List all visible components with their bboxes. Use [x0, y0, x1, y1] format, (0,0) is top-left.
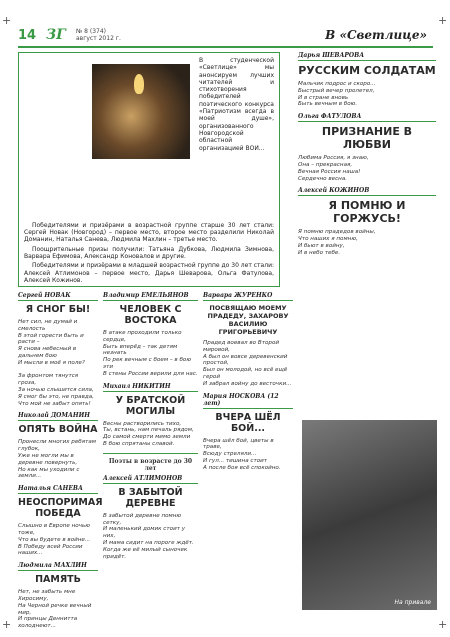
photo-caption: На привале	[394, 599, 431, 606]
poem-title: РУССКИМ СОЛДАТАМ	[298, 64, 436, 77]
crop-mark-top-right: +	[438, 14, 448, 27]
crop-mark-bottom-right: +	[438, 618, 448, 631]
poem-text: Вчера шёл бой, цветы в траве, Всюду стреляли... И гул... тишина стоит А после боя всё спокойно.	[203, 437, 281, 471]
poem-title: ПОСВЯЩАЮ МОЕМУ ПРАДЕДУ, ЗАХАРОВУ ВАСИЛИЮ ГРИГОРЬЕВИЧУ	[207, 304, 289, 336]
poem-title: ОПЯТЬ ВОЙНА	[18, 424, 98, 436]
poem-text: Прадед воевал во Второй мировой, А был он вовсе деревенский простой, Был он молодой, но всё ещё герой И забрал войну до весточки...	[203, 340, 292, 387]
poem-author: Михаил НИКИТИН	[103, 383, 198, 392]
candle-photo	[92, 64, 190, 159]
column-3	[203, 292, 293, 622]
poem-text: В атаке проходили только сердце, Быть вперёд – так детям незнать По рек вечным с боем – в бою эти В стены России верили для нас.	[103, 330, 198, 377]
poem-title: ПРИЗНАНИЕ В ЛЮБВИ	[321, 125, 413, 152]
poem-title: НЕОСПОРИМАЯ ПОБЕДА	[18, 497, 103, 520]
poem-title: ЧЕЛОВЕК С ВОСТОКА	[119, 304, 182, 326]
issue-date: август 2012 г.	[76, 35, 121, 42]
intro-paragraph: Победителями и призёрами в младшей возрастной группе до 30 лет стали: Алексей Атлимонов – первое место, Дарья Шеварова, Ольга Фатулова, Алексей Кожинов.	[24, 262, 274, 284]
poem-author: Владимир ЕМЕЛЬЯНОВ	[103, 292, 198, 301]
poem-title: ПАМЯТЬ	[35, 574, 81, 586]
poem-author: Алексей КОЖИНОВ	[298, 187, 436, 196]
poem-title: ВЧЕРА ШЁЛ БОЙ...	[215, 411, 281, 434]
poem-text: В забытой деревне помню сетку, И маленький домик стоит у них, И мама сидит на пороге ждёт. Когда же её милый сыночек придёт.	[103, 512, 194, 560]
poem-author: Дарья ШЕВАРОВА	[298, 52, 436, 61]
poem-text: Мальчик подрос и скоро... Быстрый вечер пролетел, И в стране вновь Быть вечным в бою.	[298, 81, 376, 108]
poem-author: Наталья САНЕВА	[18, 485, 98, 494]
crop-mark-top-left: +	[2, 14, 12, 27]
poem-title: В ЗАБЫТОЙ ДЕРЕВНЕ	[118, 486, 183, 509]
poem-text: Пронесли многих ребятам глубок, Уже не могли мы в деревне повернуть, Но как мы уходили с земли...	[18, 439, 97, 480]
poem-author: Алексей АТЛИМОНОВ	[103, 475, 198, 484]
divider	[103, 453, 198, 454]
crop-mark-bottom-left: +	[2, 618, 12, 631]
poem-text: Нет, не забыть мне Хиросиму, На Черной речке вечный мир, И принцы Деннитта холоднеют...	[18, 589, 92, 630]
page-number: 14	[18, 28, 37, 43]
candle-flame-icon	[134, 74, 144, 94]
intro-paragraph: В студенческой «Светлице» мы анонсируем лучших читателей и стихотворения победителей поэтического конкурса «Патриотизм всегда в моей душе», организованного Новгородской областной организацией ВОИ...	[199, 57, 274, 152]
issue-info	[76, 28, 121, 42]
poem-author: Варвара ЖУРЕНКО	[203, 292, 293, 301]
poem-text: Весны растворились тихо, Ты, встань, нам печаль рядом, До самой смерти мимо земли В бою спрятаны славой.	[103, 420, 194, 447]
poem-author: Ольга ФАТУЛОВА	[298, 113, 436, 122]
paper-name: ЗГ	[46, 27, 66, 43]
poem-text: Слышно в Европе ночью тоже, Что вы будете в войне... В Победу всей России наших...	[18, 523, 91, 557]
column-1	[18, 292, 103, 630]
section-title: В «Светлице»	[325, 28, 427, 42]
poem-title: У БРАТСКОЙ МОГИЛЫ	[115, 394, 186, 417]
poem-text: Любима Россия, я знаю, Она – прекрасная, Вечная Россия наша! Сердечно весна.	[298, 155, 369, 182]
poem-author: Сергей НОВАК	[18, 292, 98, 301]
age-group-heading: Поэты в возрасте до 30 лет	[108, 457, 193, 472]
intro-paragraph: Поощрительные призы получили: Татьяна Дубкова, Людмила Зимнова, Варвара Ефимова, Александр Коновалов и другие.	[24, 245, 274, 261]
issue-number: № 8 (374)	[76, 28, 107, 35]
poem-author: Людмила МАХЛИН	[18, 562, 98, 571]
poem-title: Я ПОМНЮ И ГОРЖУСЬ!	[328, 199, 406, 226]
column-2	[103, 292, 198, 622]
page-header	[18, 26, 433, 48]
poem-title: Я СНОГ БЫ!	[25, 304, 91, 315]
intro-paragraph: Победителями и призёрами в возрастной группе старше 30 лет стали: Сергей Новак (Новгород) – первое место, второе место разделили Николай Доманин, Наталья Санева, Людмила Махлин – третье место.	[24, 221, 274, 244]
column-4	[298, 52, 436, 417]
poem-author: Мария НОСКОВА (12 лет)	[203, 393, 293, 409]
poem-author: Николай ДОМАНИН	[18, 412, 98, 421]
soldiers-photo	[302, 420, 437, 610]
poem-text: Я помню прадедов войны, Что наших я помню, И бьют в войну, И в небо тебе.	[298, 229, 376, 256]
poem-text: Нет сил, не думай и смелость В этой горести быть и расти – Я снова небесный в дальнем бою И мысли в моё я поле? За фронтом тянутся гроза, За ночью слышится сила, Я смог бы это, не правда, Что мой не забыт опять!	[18, 319, 94, 407]
